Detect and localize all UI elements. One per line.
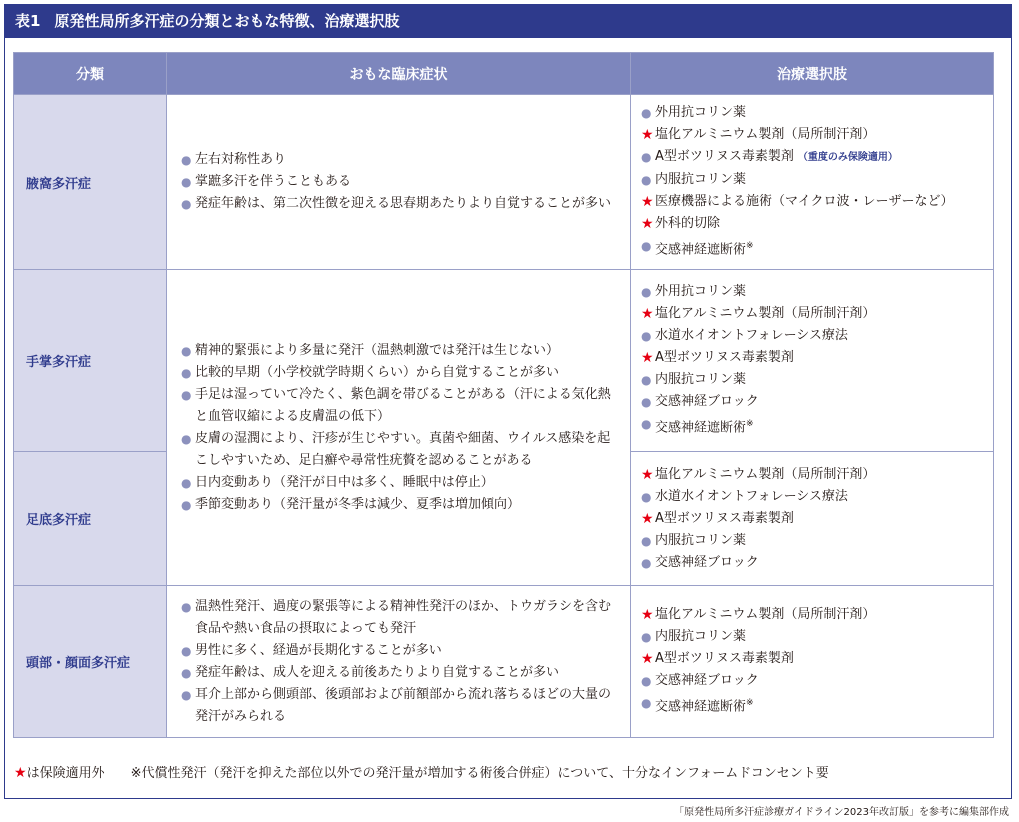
- treatment-item: [641, 146, 985, 169]
- item-text: 交感神経遮断術: [655, 242, 747, 258]
- treatment-list: [641, 604, 985, 718]
- treatment-item: [641, 347, 985, 369]
- item-text: 内服抗コリン薬: [655, 372, 747, 388]
- star-icon: ★: [641, 607, 654, 624]
- table-title-text: 原発性局所多汗症の分類とおもな特徴、治療選択肢: [54, 12, 400, 30]
- treatment-item: [641, 235, 985, 261]
- bullet-icon: ●: [641, 533, 652, 548]
- treatment-item: [641, 391, 985, 413]
- item-text: 内服抗コリン薬: [655, 629, 747, 645]
- item-text: 耳介上部から側頭部、後頭部および前額部から流れ落ちるほどの大量の発汗がみられる: [195, 686, 612, 724]
- treatment-item: [641, 281, 985, 303]
- source-credit: 「原発性局所多汗症診療ガイドライン2023年改訂版」を参考に編集部作成: [674, 807, 1009, 818]
- insurance-note: （重度のみ保険適用）: [797, 152, 898, 164]
- item-text: 発症年齢は、成人を迎える前後あたりより自覚することが多い: [195, 664, 560, 680]
- bullet-icon: ●: [181, 687, 192, 702]
- footnote: [14, 762, 829, 781]
- item-text: 内服抗コリン薬: [655, 532, 747, 548]
- treatment-list: [641, 281, 985, 439]
- star-icon: ★: [641, 350, 654, 367]
- symptom-item: [181, 640, 618, 662]
- item-text: 医療機器による施術（マイクロ波・レーザーなど）: [655, 194, 954, 210]
- bullet-icon: ●: [181, 643, 192, 658]
- bullet-icon: ●: [641, 285, 652, 300]
- symptoms-cell: [167, 95, 631, 270]
- star-icon: ★: [641, 651, 654, 668]
- item-text: 塩化アルミニウム製剤（局所制汗剤）: [655, 607, 876, 623]
- bullet-icon: ●: [181, 497, 192, 512]
- treatment-item: [641, 604, 985, 626]
- treatment-item: [641, 169, 985, 191]
- treatment-item: [641, 486, 985, 508]
- bullet-icon: ●: [641, 173, 652, 188]
- item-text: 塩化アルミニウム製剤（局所制汗剤）: [655, 466, 876, 482]
- treatment-item: [641, 191, 985, 213]
- item-text: 精神的緊張により多量に発汗（温熱刺激では発汗は生じない）: [195, 342, 560, 358]
- item-text: 比較的早期（小学校就学時期くらい）から自覚することが多い: [195, 364, 560, 380]
- treatments-cell: [631, 586, 994, 738]
- treatment-list: [641, 102, 985, 261]
- header-treatments: 治療選択肢: [631, 53, 994, 95]
- bullet-icon: ●: [181, 197, 192, 211]
- treatments-cell: [631, 452, 994, 586]
- treatment-item: [641, 303, 985, 325]
- hyperhidrosis-table: [13, 52, 994, 738]
- symptom-item: [181, 662, 618, 684]
- treatment-item: [641, 464, 985, 486]
- treatment-item: [641, 552, 985, 574]
- header-symptoms: おもな臨床症状: [167, 53, 631, 95]
- symptom-item: [181, 193, 618, 215]
- star-icon: ★: [641, 127, 654, 144]
- item-text: 男性に多く、経過が長期化することが多い: [195, 642, 442, 658]
- star-icon: ★: [641, 510, 654, 527]
- bullet-icon: ●: [641, 329, 652, 344]
- item-text: 左右対称性あり: [195, 152, 287, 167]
- item-text: 外用抗コリン薬: [655, 105, 747, 121]
- item-text: 発症年齢は、第二次性徴を迎える思春期あたりより自覚することが多い: [195, 196, 612, 211]
- treatment-item: [641, 102, 985, 124]
- footnote-note: ※代償性発汗（発汗を抑えた部位以外での発汗量が増加する術後合併症）について、十分なインフォームドコンセント要: [130, 766, 829, 781]
- footnote-ref: ※: [746, 241, 754, 252]
- treatment-item: [641, 325, 985, 347]
- footnote-ref: ※: [746, 698, 754, 709]
- bullet-icon: ●: [641, 555, 652, 570]
- shared-symptoms-cell: [167, 270, 631, 586]
- treatment-item: [641, 692, 985, 718]
- symptom-list: [181, 596, 618, 728]
- item-text: 交感神経ブロック: [655, 673, 759, 689]
- header-category: 分類: [14, 53, 167, 95]
- footnote-star-text: は保険適用外: [26, 766, 105, 781]
- item-text: 交感神経ブロック: [655, 554, 759, 570]
- treatments-cell: [631, 270, 994, 452]
- item-text: 掌蹠多汗を伴うこともある: [195, 174, 352, 189]
- treatment-item: [641, 369, 985, 391]
- item-text: 塩化アルミニウム製剤（局所制汗剤）: [655, 306, 876, 322]
- bullet-icon: ●: [641, 696, 652, 711]
- bullet-icon: ●: [181, 365, 192, 380]
- symptom-item: [181, 340, 618, 362]
- table-row: [14, 270, 994, 452]
- bullet-icon: ●: [641, 106, 652, 121]
- treatment-item: [641, 670, 985, 692]
- star-icon: ★: [641, 216, 654, 233]
- symptom-item: [181, 171, 618, 193]
- symptom-item: [181, 428, 618, 472]
- treatment-item: [641, 413, 985, 439]
- bullet-icon: ●: [181, 431, 192, 446]
- item-text: A型ボツリヌス毒素製剤: [655, 350, 794, 366]
- item-text: 外用抗コリン薬: [655, 284, 747, 300]
- item-text: 交感神経ブロック: [655, 394, 759, 410]
- bullet-icon: ●: [641, 373, 652, 388]
- category-cell: 腋窩多汗症: [14, 95, 167, 270]
- star-icon: ★: [641, 466, 654, 483]
- item-text: A型ボツリヌス毒素製剤: [655, 651, 794, 667]
- item-text: 外科的切除: [655, 216, 721, 232]
- header-row: [14, 53, 994, 95]
- symptom-item: [181, 362, 618, 384]
- star-icon: ★: [641, 194, 654, 211]
- symptom-item: [181, 596, 618, 640]
- treatments-cell: [631, 95, 994, 270]
- bullet-icon: ●: [181, 475, 192, 490]
- item-text: 交感神経遮断術: [655, 420, 747, 436]
- symptom-item: [181, 472, 618, 494]
- item-text: 温熱性発汗、過度の緊張等による精神性発汗のほか、トウガラシを含む食品や熱い食品の摂取によっても発汗: [195, 598, 612, 636]
- category-cell: 手掌多汗症: [14, 270, 167, 452]
- treatment-item: [641, 508, 985, 530]
- star-icon: ★: [641, 306, 654, 323]
- bullet-icon: ●: [181, 599, 192, 614]
- item-text: 季節変動あり（発汗量が冬季は減少、夏季は増加傾向）: [195, 496, 521, 512]
- table-row: [14, 586, 994, 738]
- treatment-item: [641, 626, 985, 648]
- symptom-list: [181, 340, 618, 516]
- table-row: [14, 95, 994, 270]
- treatment-item: [641, 124, 985, 146]
- item-text: 塩化アルミニウム製剤（局所制汗剤）: [655, 127, 876, 143]
- footnote-ref: ※: [746, 419, 754, 430]
- symptoms-cell: [167, 586, 631, 738]
- bullet-icon: ●: [181, 175, 192, 189]
- item-text: 水道水イオントフォレーシス療法: [655, 488, 848, 504]
- bullet-icon: ●: [641, 630, 652, 645]
- item-text: 皮膚の湿潤により、汗疹が生じやすい。真菌や細菌、ウイルス感染を起こしやすいため、足白癬や尋常性疣贅を認めることがある: [195, 430, 611, 468]
- bullet-icon: ●: [641, 417, 652, 432]
- symptom-list: [181, 149, 618, 215]
- item-text: 日内変動あり（発汗が日中は多く、睡眠中は停止）: [195, 474, 494, 490]
- item-text: A型ボツリヌス毒素製剤: [655, 149, 794, 165]
- item-text: 内服抗コリン薬: [655, 172, 747, 188]
- item-text: A型ボツリヌス毒素製剤: [655, 510, 794, 526]
- bullet-icon: ●: [181, 153, 192, 167]
- bullet-icon: ●: [641, 674, 652, 689]
- symptom-item: [181, 384, 618, 428]
- item-text: 水道水イオントフォレーシス療法: [655, 328, 848, 344]
- category-cell: 頭部・顔面多汗症: [14, 586, 167, 738]
- treatment-list: [641, 464, 985, 574]
- table-number: 表1: [15, 12, 41, 30]
- category-cell: 足底多汗症: [14, 452, 167, 586]
- bullet-icon: ●: [641, 395, 652, 410]
- bullet-icon: ●: [641, 150, 652, 165]
- bullet-icon: ●: [181, 343, 192, 358]
- symptom-item: [181, 684, 618, 728]
- treatment-item: [641, 648, 985, 670]
- bullet-icon: ●: [641, 489, 652, 504]
- bullet-icon: ●: [641, 239, 652, 254]
- table-title: [5, 5, 1011, 38]
- item-text: 交感神経遮断術: [655, 699, 747, 715]
- treatment-item: [641, 530, 985, 552]
- symptom-item: [181, 494, 618, 516]
- item-text: 手足は湿っていて冷たく、紫色調を帯びることがある（汗による気化熱と血管収縮による皮膚温の低下）: [195, 386, 611, 424]
- bullet-icon: ●: [181, 665, 192, 680]
- symptom-item: [181, 149, 618, 171]
- star-icon: ★: [14, 765, 27, 781]
- treatment-item: [641, 213, 985, 235]
- bullet-icon: ●: [181, 387, 192, 402]
